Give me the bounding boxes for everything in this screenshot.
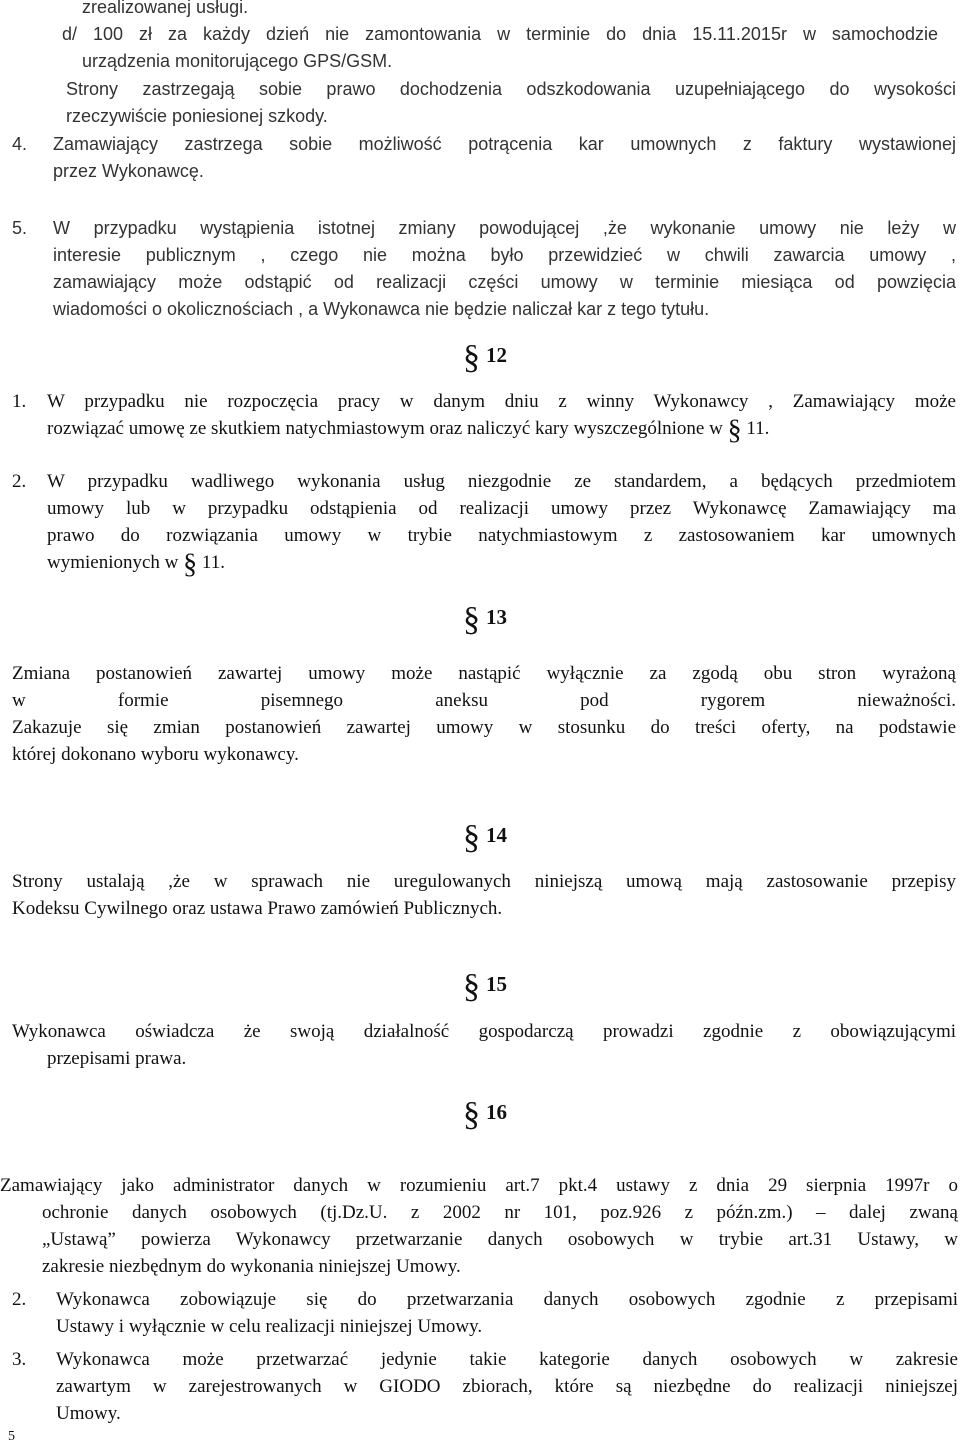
list-item: 2. W przypadku wadliwego wykonania usług niezgodnie ze standardem, a będących przedmiotem umowy lub w przypadku odstąpienia od realizacji umowy przez Wykonawcę Zamawiający ma prawo do rozwiązania umowy w trybie natychmiastowym z zastosowaniem kar umownych wymienionych w § 11. — [12, 471, 956, 580]
section-symbol: § — [463, 968, 480, 1005]
page-number: 5 — [8, 1429, 15, 1444]
section-symbol: § — [463, 339, 480, 376]
paragraph: Strony ustalają ,że w sprawach nie uregulowanych niniejszą umową mają zastosowanie przepisy Kodeksu Cywilnego oraz ustawa Prawo zamówień Publicznych. — [12, 871, 956, 919]
paragraph: Zmiana postanowień zawartej umowy może nastąpić wyłącznie za zgodą obu stron wyrażoną w formie pisemnego aneksu pod rygorem nieważności. Zakazuje się zmian postanowień zawartej umowy w stosunku do treści oferty, na podstawie której dokonano wyboru wykonawcy. — [12, 663, 956, 765]
list-item: 5. W przypadku wystąpienia istotnej zmiany powodującej ,że wykonanie umowy nie leży w interesie publicznym , czego nie można było przewidzieć w chwili zawarcia umowy , zamawiający może odstąpić od realizacji części umowy w terminie miesiąca od powzięcia wiadomości o okolicznościach , a Wykonawca nie będzie naliczał kar z tego tytułu. — [12, 218, 956, 319]
text-line: rzeczywiście poniesionej szkody. — [66, 106, 328, 126]
section-symbol: § — [463, 819, 480, 856]
list-item: 1. W przypadku nie rozpoczęcia pracy w danym dniu z winny Wykonawcy , Zamawiający może rozwiązać umowę ze skutkiem natychmiastowym oraz naliczyć kary wyszczególnione w § 11. — [12, 391, 956, 446]
text-line: zrealizowanej usługi. — [82, 0, 249, 17]
list-item: 3. Wykonawca może przetwarzać jedynie takie kategorie danych osobowych w zakresie zawartym w zarejestrowanych w GIODO zbiorach, które są niezbędne do realizacji niniejszej Umowy. — [12, 1349, 958, 1424]
list-item: 4. Zamawiający zastrzega sobie możliwość potrącenia kar umownych z faktury wystawionej przez Wykonawcę. — [12, 134, 956, 181]
text-line: urządzenia monitorującego GPS/GSM. — [82, 51, 393, 71]
section-heading-15: § 15 — [463, 968, 507, 1005]
text-line: Strony zastrzegają sobie prawo dochodzenia odszkodowania uzupełniającego do wysokości — [66, 79, 956, 99]
section-heading-16: § 16 — [463, 1096, 507, 1133]
paragraph: Zamawiający jako administrator danych w rozumieniu art.7 pkt.4 ustawy z dnia 29 sierpnia 1997r o ochronie danych osobowych (tj.Dz.U. z 2002 nr 101, poz.926 z późn.zm.) – dalej zwaną „Ustawą” powierza Wykonawcy przetwarzanie danych osobowych w trybie art.31 Ustawy, w zakresie niezbędnym do wykonania niniejszej Umowy. — [0, 1175, 958, 1277]
section-symbol: § — [463, 601, 480, 638]
section-heading-13: § 13 — [463, 601, 507, 638]
text-line — [62, 21, 938, 48]
list-item: 2. Wykonawca zobowiązuje się do przetwarzania danych osobowych zgodnie z przepisami Ustawy i wyłącznie w celu realizacji niniejszej Umowy. — [12, 1289, 958, 1337]
penalty-line: d/ 100 zł za każdy dzień nie zamontowania w terminie do dnia 15.11.2015r w samochodzie — [62, 24, 938, 44]
section-heading-12: § 12 — [463, 339, 507, 376]
section-heading-14: § 14 — [463, 819, 507, 856]
section-symbol: § — [463, 1096, 480, 1133]
paragraph: Wykonawca oświadcza że swoją działalność gospodarczą prowadzi zgodnie z obowiązującymi przepisami prawa. — [12, 1021, 956, 1069]
